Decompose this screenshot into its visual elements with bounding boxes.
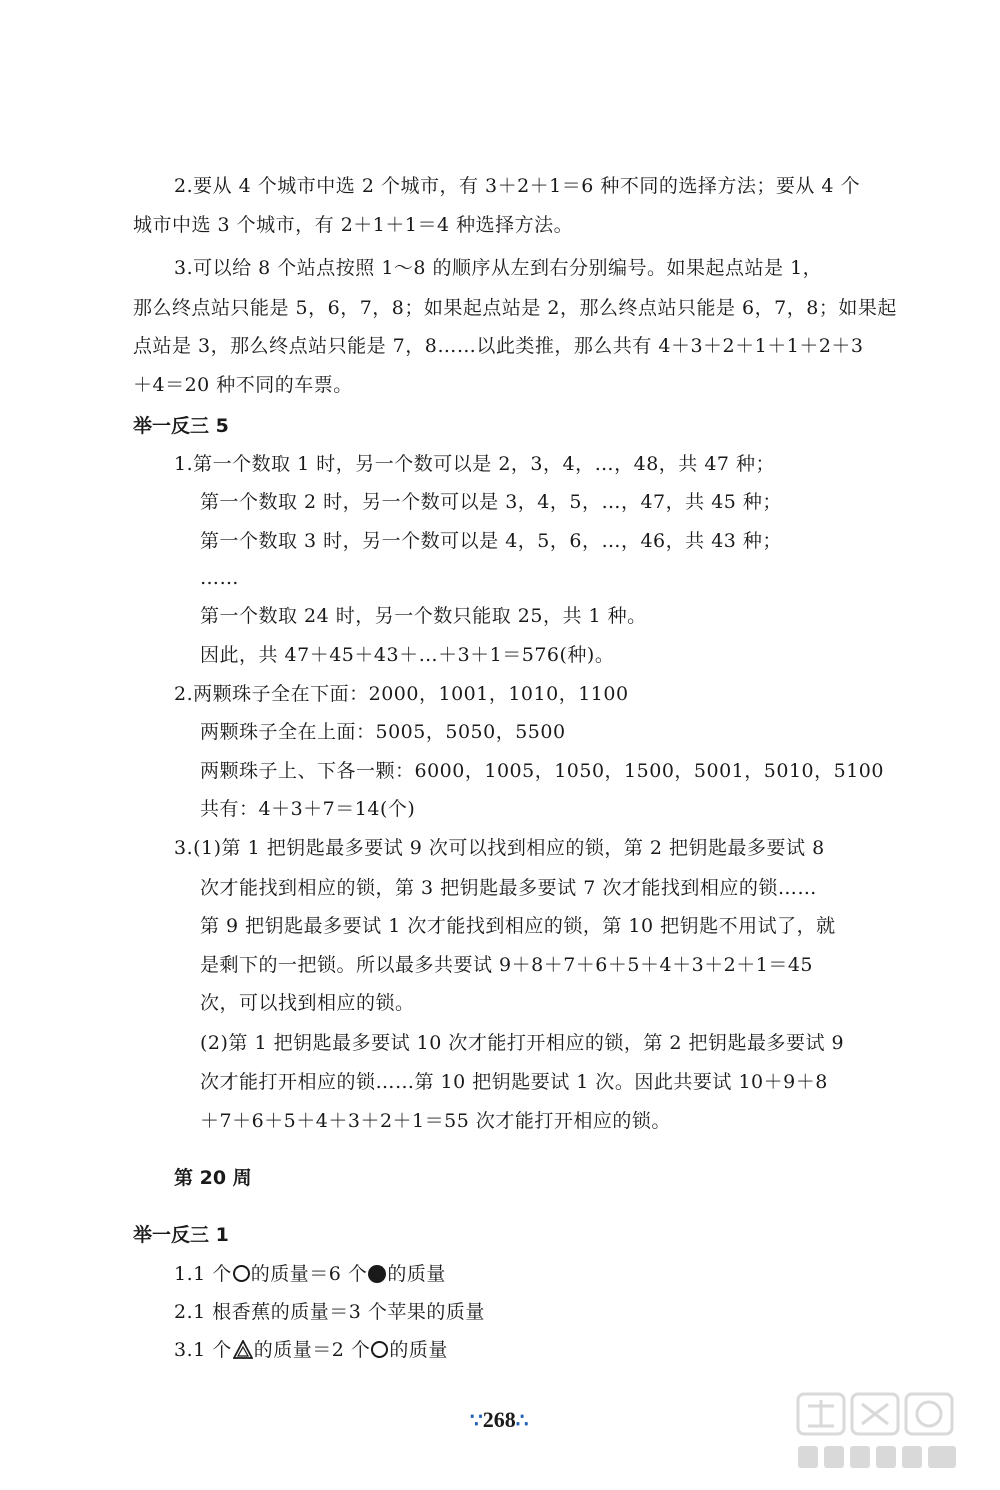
text-fragment: 3.1 个 xyxy=(174,1339,232,1361)
text-fragment: 的质量 xyxy=(387,1263,446,1285)
filled-circle-icon xyxy=(368,1265,386,1283)
triangle-icon xyxy=(233,1340,253,1365)
text-line: 共有：4＋3＋7＝14(个) xyxy=(200,798,416,820)
text-line: (2)第 1 把钥匙最多要试 10 次才能打开相应的锁，第 2 把钥匙最多要试 9 xyxy=(200,1032,845,1054)
text-fragment: 1.1 个 xyxy=(174,1263,232,1285)
text-line: 城市中选 3 个城市，有 2＋1＋1＝4 种选择方法。 xyxy=(133,214,574,236)
text-line: 2.要从 4 个城市中选 2 个城市，有 3＋2＋1＝6 种不同的选择方法；要从 4 个 xyxy=(174,175,861,197)
text-line: 第一个数取 2 时，另一个数可以是 3，4，5，…，47，共 45 种； xyxy=(200,491,782,513)
page-number xyxy=(470,1406,528,1435)
circle-icon xyxy=(233,1265,250,1282)
text-line: 那么终点站只能是 5，6，7，8；如果起点站是 2，那么终点站只能是 6，7，8；如果起 xyxy=(133,297,897,319)
watermark-logo xyxy=(778,1386,978,1476)
text-line: 2.1 根香蕉的质量＝3 个苹果的质量 xyxy=(174,1301,485,1323)
decorative-dots-icon: ∴ xyxy=(515,1410,529,1432)
text-line: ＋4＝20 种不同的车票。 xyxy=(133,374,353,396)
text-line: 1.第一个数取 1 时，另一个数可以是 2，3，4，…，48，共 47 种； xyxy=(174,453,776,475)
text-line: 3.(1)第 1 把钥匙最多要试 9 次可以找到相应的锁，第 2 把钥匙最多要试 8 xyxy=(174,837,825,859)
text-line: 是剩下的一把锁。所以最多共要试 9＋8＋7＋6＋5＋4＋3＋2＋1＝45 xyxy=(200,954,814,976)
text-line: 次才能找到相应的锁，第 3 把钥匙最多要试 7 次才能找到相应的锁…… xyxy=(200,877,817,899)
text-line: 2.两颗珠子全在下面：2000，1001，1010，1100 xyxy=(174,683,629,705)
text-line: 次，可以找到相应的锁。 xyxy=(200,992,415,1014)
text-fragment: 的质量 xyxy=(389,1339,448,1361)
text-line: 3.可以给 8 个站点按照 1～8 的顺序从左到右分别编号。如果起点站是 1， xyxy=(174,257,823,279)
text-fragment: 的质量＝2 个 xyxy=(253,1339,371,1361)
text-line: 两颗珠子全在上面：5005，5050，5500 xyxy=(200,721,566,743)
text-line: 点站是 3，那么终点站只能是 7，8……以此类推，那么共有 4＋3＋2＋1＋1＋2＋3 xyxy=(133,335,864,357)
text-line: ＋7＋6＋5＋4＋3＋2＋1＝55 次才能打开相应的锁。 xyxy=(200,1110,671,1132)
text-line: 第一个数取 3 时，另一个数可以是 4，5，6，…，46，共 43 种； xyxy=(200,530,782,552)
week-heading: 第 20 周 xyxy=(174,1167,252,1189)
circle-icon xyxy=(371,1341,388,1358)
decorative-dots-icon: ∵ xyxy=(470,1410,483,1432)
shape-line-1 xyxy=(174,1262,446,1286)
text-line: 因此，共 47＋45＋43＋…＋3＋1＝576(种)。 xyxy=(200,644,615,666)
text-line: 第 9 把钥匙最多要试 1 次才能找到相应的锁，第 10 把钥匙不用试了，就 xyxy=(200,915,836,937)
text-fragment: 的质量＝6 个 xyxy=(250,1263,368,1285)
page-number-text: 268 xyxy=(482,1407,516,1432)
section-heading: 举一反三 5 xyxy=(133,415,229,437)
shape-line-3 xyxy=(174,1338,448,1365)
section-heading: 举一反三 1 xyxy=(133,1224,229,1246)
text-line: …… xyxy=(200,567,239,589)
text-line: 第一个数取 24 时，另一个数只能取 25，共 1 种。 xyxy=(200,605,647,627)
text-line: 两颗珠子上、下各一颗：6000，1005，1050，1500，5001，5010，5100 xyxy=(200,760,884,782)
text-line: 次才能打开相应的锁……第 10 把钥匙要试 1 次。因此共要试 10＋9＋8 xyxy=(200,1071,828,1093)
